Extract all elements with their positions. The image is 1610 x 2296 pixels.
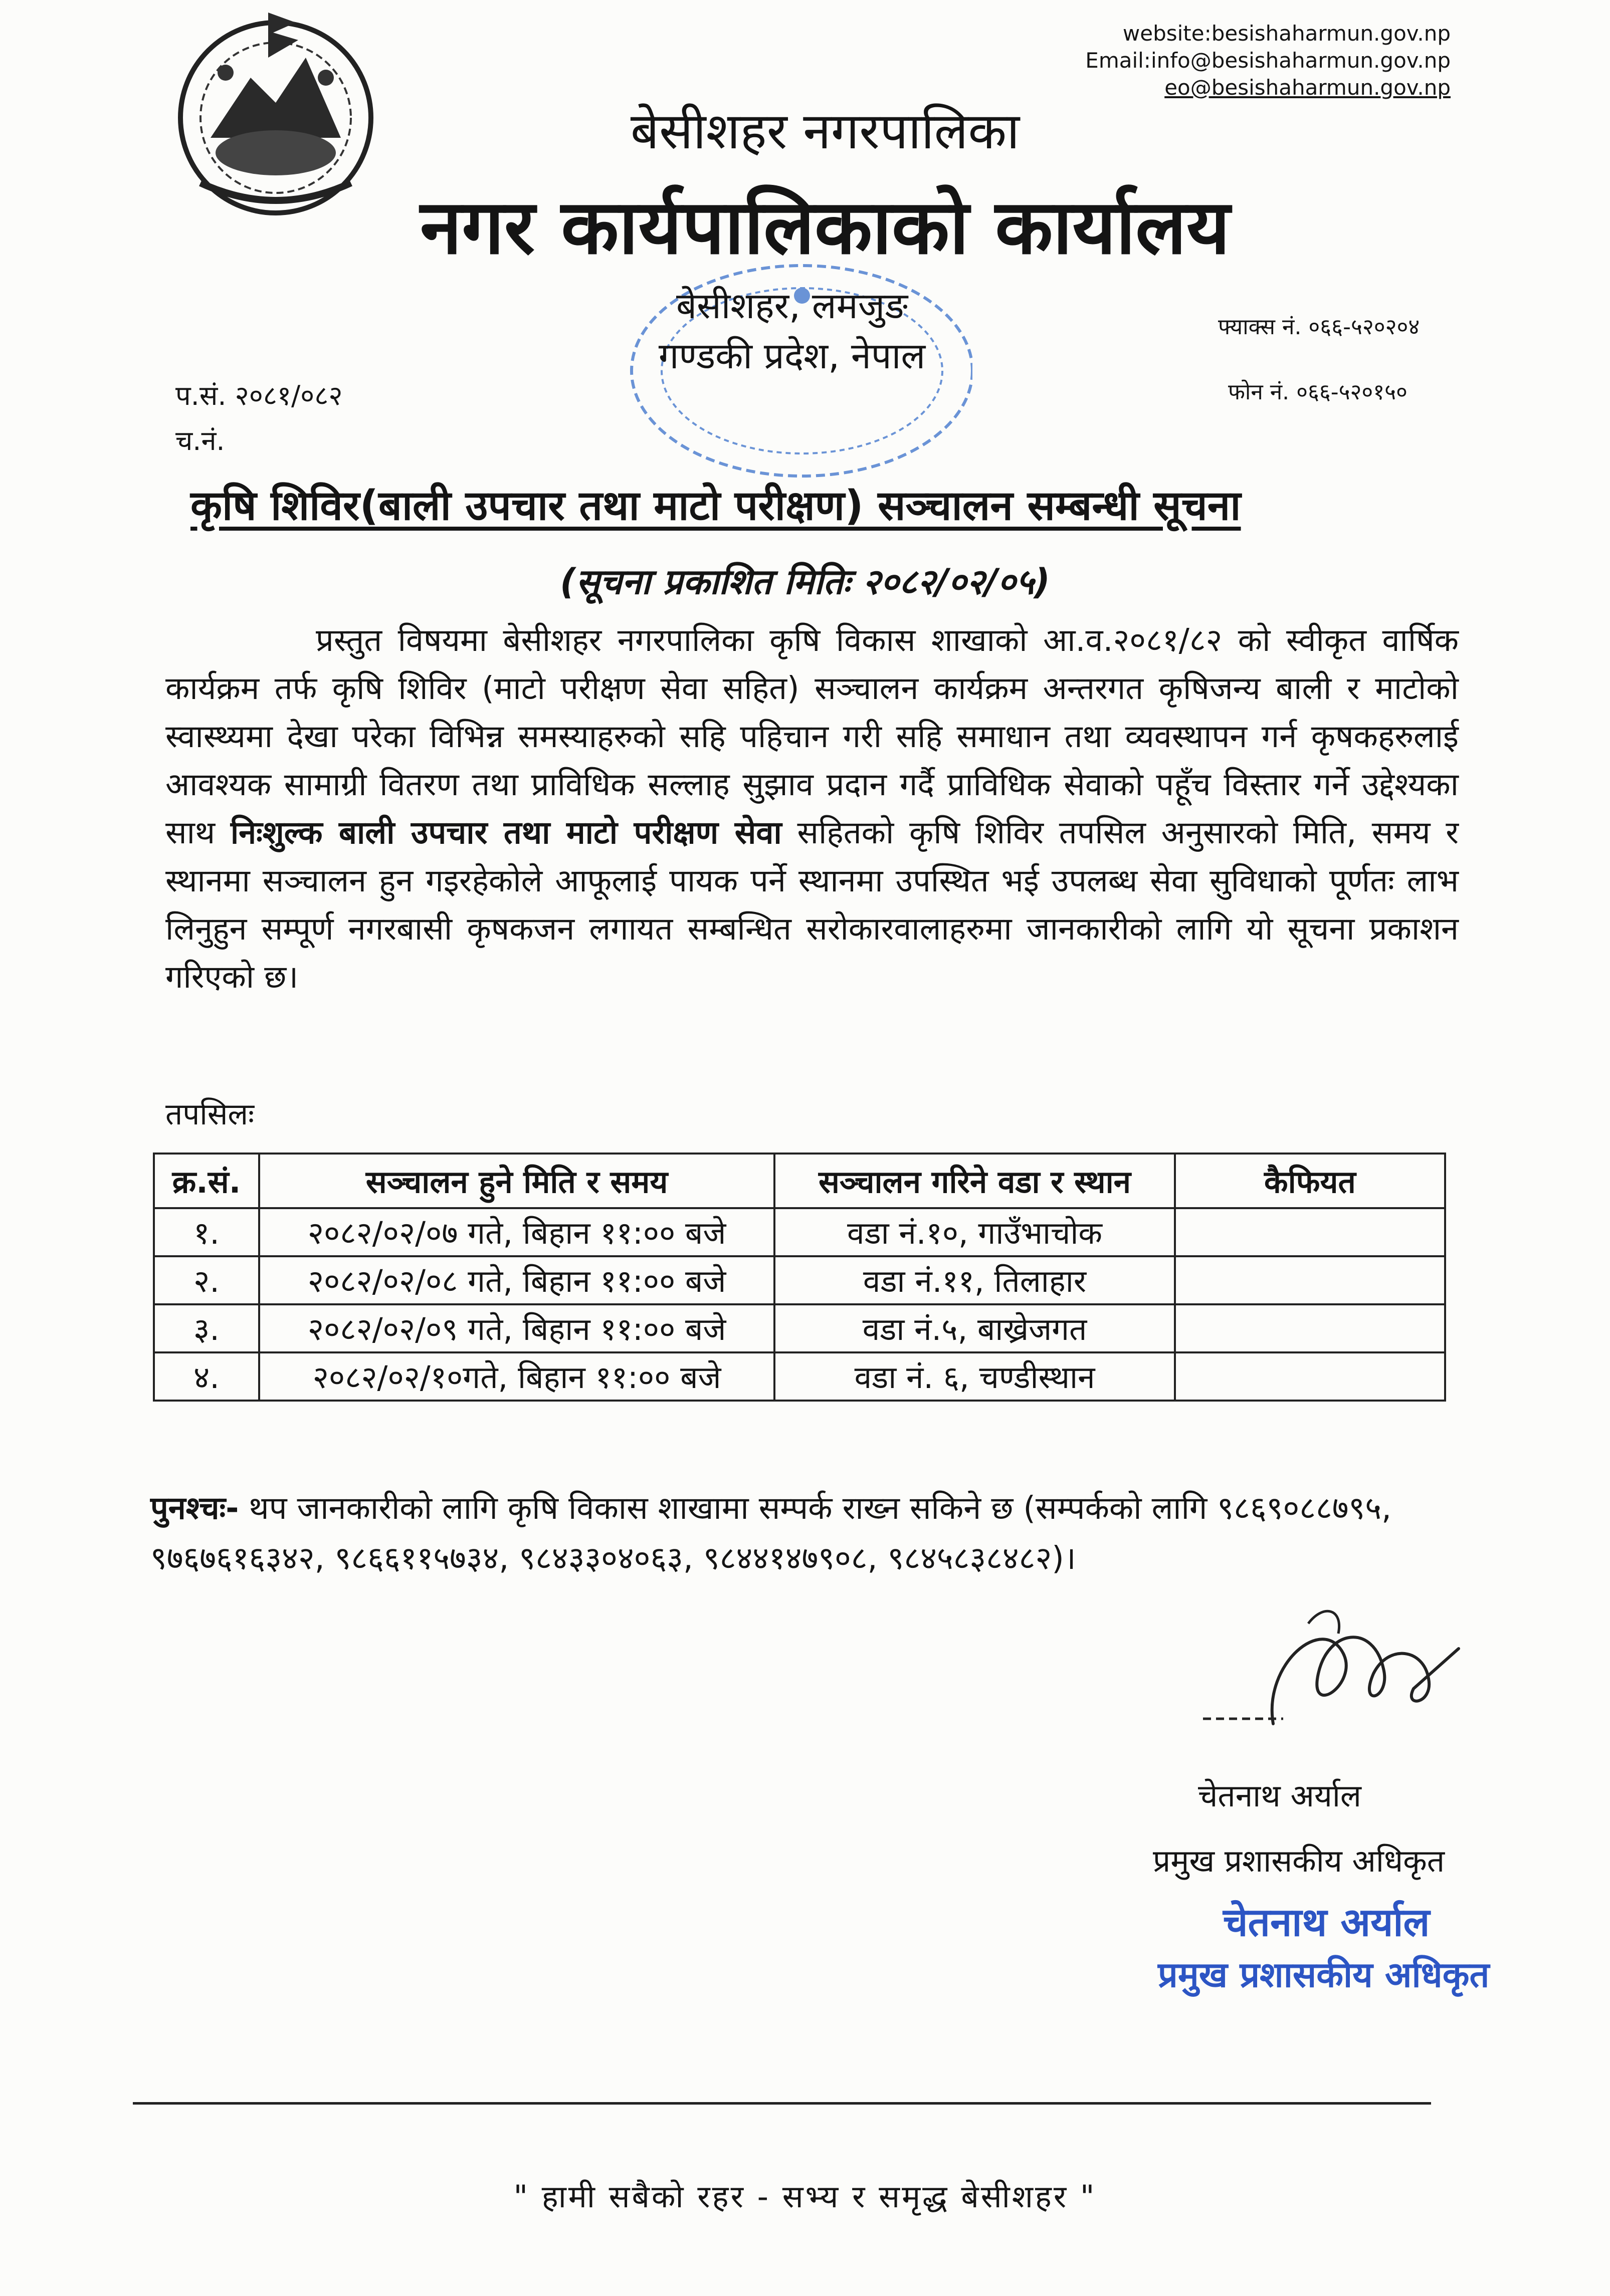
notice-body [165, 616, 1459, 1001]
postscript [150, 1483, 1479, 1583]
website-text: website:besishaharmun.gov.np [1122, 21, 1451, 46]
body-text-bold: निःशुल्क बाली उपचार तथा माटो परीक्षण सेवा [230, 814, 782, 851]
signatory-name: चेतनाथ अर्याल [1198, 1777, 1361, 1814]
cell-remarks [1175, 1208, 1445, 1256]
footer-divider [133, 2102, 1431, 2105]
eo-email-text: eo@besishaharmun.gov.np [1164, 75, 1451, 100]
fax-number: फ्याक्स नं. ०६६-५२०२०४ [1218, 314, 1420, 340]
phone-number: फोन नं. ०६६-५२०१५० [1228, 379, 1407, 405]
cell-place: वडा नं. ६, चण्डीस्थान [774, 1352, 1175, 1401]
cell-place: वडा नं.५, बाख्रेजगत [774, 1304, 1175, 1352]
stamp-title: प्रमुख प्रशासकीय अधिकृत [1158, 1954, 1490, 1995]
body-text-1: प्रस्तुत विषयमा बेसीशहर नगरपालिका कृषि विकास शाखाको आ.व.२०८१/८२ को स्वीकृत वार्षिक कार्यक्रम तर्फ कृषि शिविर (माटो परीक्षण सेवा सहित) सञ्चालन कार्यक्रम अन्तरगत कृषिजन्य बाली र माटोको स्वास्थ्यमा देखा परेका विभिन्न समस्याहरुको सहि पहिचान गरी सहि समाधान तथा व्यवस्थापन गर्न कृषकहरुलाई आवश्यक सामाग्री वितरण तथा प्राविधिक सल्लाह सुझाव प्रदान गर्दै प्राविधिक सेवाको पहूँच विस्तार गर्ने उद्देश्यका साथ [165, 622, 1459, 851]
body-text-2: सहितको कृषि शिविर तपसिल अनुसारको मिति, समय र स्थानमा सञ्चालन हुन गइरहेकोले आफूलाई पायक पर्ने स्थानमा उपस्थित भई उपलब्ध सेवा सुविधाको पूर्णतः लाभ लिनुहुन सम्पूर्ण नगरबासी कृषकजन लगायत सम्बन्धित सरोकारवालाहरुमा जानकारीको लागि यो सूचना प्रकाशन गरिएको छ। [165, 814, 1459, 995]
municipality-name: बेसीशहर नगरपालिका [630, 102, 1020, 160]
table-row [154, 1304, 1445, 1352]
header-remarks: कैफियत [1175, 1154, 1445, 1208]
cell-sn: २. [154, 1256, 259, 1304]
email-text: Email:info@besishaharmun.gov.np [1085, 48, 1451, 73]
published-date: (सूचना प्रकाशित मितिः २०८२/०२/०५) [560, 561, 1050, 602]
footer-motto: " हामी सबैको रहर - सभ्य र समृद्ध बेसीशहर " [513, 2178, 1097, 2215]
office-address [637, 281, 947, 381]
handwritten-signature-icon [1193, 1593, 1474, 1744]
table-header-row [154, 1154, 1445, 1208]
table-row [154, 1256, 1445, 1304]
dispatch-number: च.नं. [175, 425, 225, 456]
table-row [154, 1352, 1445, 1401]
cell-remarks [1175, 1304, 1445, 1352]
signatory-title: प्रमुख प्रशासकीय अधिकृत [1153, 1843, 1445, 1879]
schedule-label: तपसिलः [165, 1097, 255, 1132]
address-line-2: गण्डकी प्रदेश, नेपाल [658, 335, 926, 377]
table-row [154, 1208, 1445, 1256]
cell-remarks [1175, 1256, 1445, 1304]
schedule-table [153, 1153, 1446, 1402]
reference-number: प.सं. २०८१/०८२ [175, 380, 343, 411]
cell-place: वडा नं.१०, गाउँभाचोक [774, 1208, 1175, 1256]
cell-sn: ३. [154, 1304, 259, 1352]
cell-remarks [1175, 1352, 1445, 1401]
stamp-name: चेतनाथ अर्याल [1223, 1900, 1430, 1945]
cell-datetime: २०८२/०२/०८ गते, बिहान ११:०० बजे [259, 1256, 774, 1304]
cell-datetime: २०८२/०२/०७ गते, बिहान ११:०० बजे [259, 1208, 774, 1256]
header-place: सञ्चालन गरिने वडा र स्थान [774, 1154, 1175, 1208]
postscript-text: थप जानकारीको लागि कृषि विकास शाखामा सम्पर्क राख्न सकिने छ (सम्पर्कको लागि ९८६९०८८७९५, ९७६७६१६३४२, ९८६६११५७३४, ९८४३३०४०६३, ९८४४१४७९०८, ९८४५८३८४८२)। [150, 1490, 1392, 1576]
cell-sn: १. [154, 1208, 259, 1256]
postscript-label: पुनश्चः- [150, 1490, 239, 1526]
cell-sn: ४. [154, 1352, 259, 1401]
notice-title: कृषि शिविर(बाली उपचार तथा माटो परीक्षण) सञ्चालन सम्बन्धी सूचना [190, 482, 1241, 530]
header-sn: क्र.सं. [154, 1154, 259, 1208]
address-line-1: बेसीशहर, लमजुङ [676, 285, 908, 327]
header-datetime: सञ्चालन हुने मिति र समय [259, 1154, 774, 1208]
office-name: नगर कार्यपालिकाको कार्यालय [420, 184, 1230, 271]
cell-place: वडा नं.११, तिलाहार [774, 1256, 1175, 1304]
cell-datetime: २०८२/०२/०९ गते, बिहान ११:०० बजे [259, 1304, 774, 1352]
contact-block [1085, 20, 1451, 101]
cell-datetime: २०८२/०२/१०गते, बिहान ११:०० बजे [259, 1352, 774, 1401]
